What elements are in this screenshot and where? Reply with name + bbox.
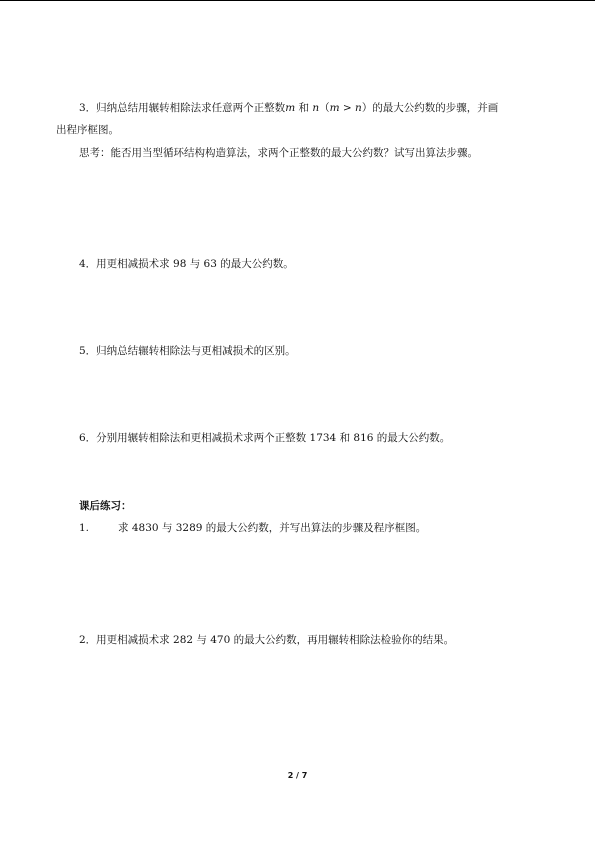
variable-n: n [312, 102, 320, 114]
exercise-1-number: 1. [79, 522, 90, 534]
variable-m: m [285, 102, 296, 114]
condition-open-paren: （ [319, 102, 330, 114]
question-3-line-2: 出程序框图。 [56, 124, 119, 136]
question-3-and: 和 [295, 102, 313, 114]
exercise-heading: 课后练习： [79, 500, 132, 512]
exercise-1-text: 求 4830 与 3289 的最大公约数，并写出算法的步骤及程序框图。 [118, 522, 427, 534]
condition-m-gt-n: m > n [329, 102, 362, 114]
think-prompt: 思考：能否用当型循环结构构造算法，求两个正整数的最大公约数？试写出算法步骤。 [79, 147, 478, 159]
question-3-text-a: 3．归纳总结用辗转相除法求任意两个正整数 [79, 102, 286, 114]
page-number: 2 / 7 [287, 771, 308, 780]
question-4: 4．用更相减损术求 98 与 63 的最大公约数。 [79, 258, 294, 270]
question-6: 6．分别用辗转相除法和更相减损术求两个正整数 1734 和 816 的最大公约数。 [79, 432, 451, 444]
question-3-text-b: 的最大公约数的步骤，并画 [372, 102, 499, 114]
exercise-2: 2．用更相减损术求 282 与 470 的最大公约数，再用辗转相除法检验你的结果。 [79, 634, 455, 646]
question-5: 5．归纳总结辗转相除法与更相减损术的区别。 [79, 345, 296, 357]
condition-close-paren: ） [361, 102, 373, 114]
top-border-line [0, 0, 595, 1]
question-3-line-1 [79, 101, 498, 115]
